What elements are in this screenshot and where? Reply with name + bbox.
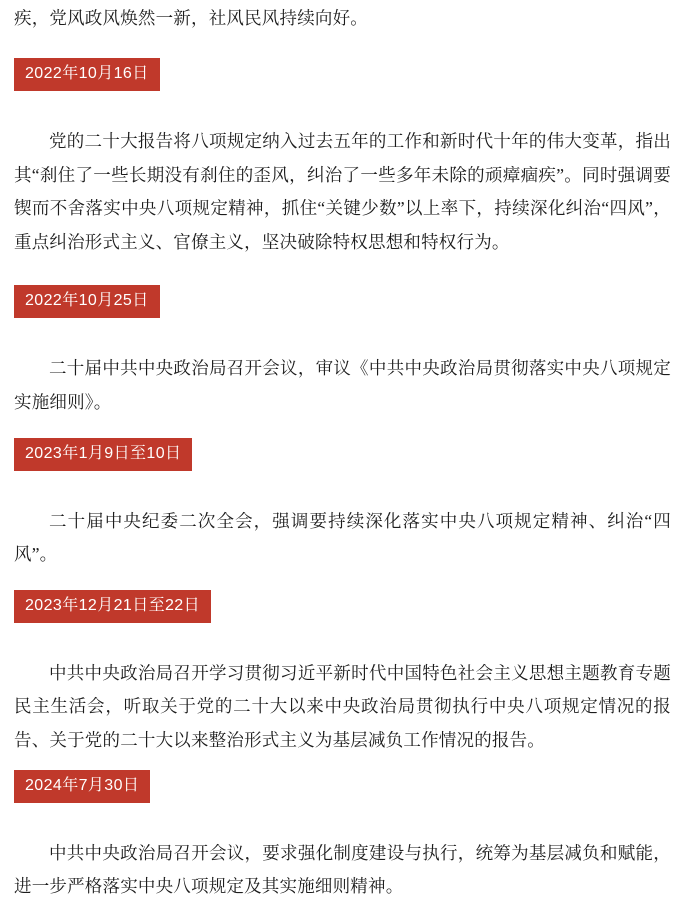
date-tag-row <box>14 58 671 91</box>
timeline-entry <box>14 285 671 419</box>
date-badge: 2022年10月16日 <box>14 58 160 91</box>
date-badge: 2023年12月21日至22日 <box>14 590 211 623</box>
date-badge: 2022年10月25日 <box>14 285 160 318</box>
date-badge: 2023年1月9日至10日 <box>14 438 192 471</box>
date-tag-row <box>14 590 671 623</box>
timeline-entry <box>14 770 671 904</box>
entry-paragraph: 二十届中央纪委二次全会，强调要持续深化落实中央八项规定精神、纠治“四风”。 <box>14 510 671 565</box>
timeline-entry <box>14 590 671 758</box>
date-badge: 2024年7月30日 <box>14 770 150 803</box>
lead-paragraph: 疾，党风政风焕然一新，社风民风持续向好。 <box>14 8 368 28</box>
entry-paragraph: 中共中央政治局召开会议，要求强化制度建设与执行，统筹为基层减负和赋能，进一步严格落实中央八项规定及其实施细则精神。 <box>14 842 671 897</box>
entry-paragraph: 二十届中共中央政治局召开会议，审议《中共中央政治局贯彻落实中央八项规定实施细则》。 <box>14 358 671 412</box>
entry-paragraph: 党的二十大报告将八项规定纳入过去五年的工作和新时代十年的伟大变革，指出其“刹住了一些长期没有刹住的歪风，纠治了一些多年未除的顽瘴痼疾”。同时强调要锲而不舍落实中央八项规定精神，抓住“关键少数”以上率下，持续深化纠治“四风”，重点纠治形式主义、官僚主义，坚决破除特权思想和特权行为。 <box>14 131 671 252</box>
date-tag-row <box>14 285 671 318</box>
date-tag-row <box>14 770 671 803</box>
timeline-entry <box>14 438 671 572</box>
entry-paragraph: 中共中央政治局召开学习贯彻习近平新时代中国特色社会主义思想主题教育专题民主生活会，听取关于党的二十大以来中央政治局贯彻执行中央八项规定情况的报告、关于党的二十大以来整治形式主义为基层减负工作情况的报告。 <box>14 662 671 750</box>
timeline-entry <box>14 58 671 259</box>
date-tag-row <box>14 438 671 471</box>
